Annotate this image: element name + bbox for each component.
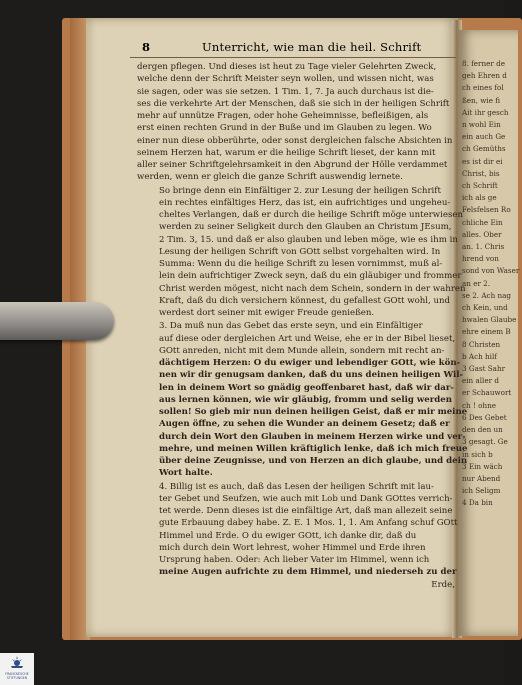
- text-line: mich durch dein Wort lehrest, woher Himmel und Erde ihren: [159, 542, 426, 553]
- facing-page-line: ch Gemüths: [462, 144, 506, 154]
- facing-page-line: 3 Gast Sahr: [462, 364, 506, 374]
- text-line: einer nun diese obberührte, oder sonst dergleichen falsche Absichten in: [137, 135, 453, 146]
- library-logo: [0, 653, 34, 685]
- text-line: 2 Tim. 3, 15. und daß er also glauben und leben möge, wie es ihm in: [159, 234, 458, 245]
- text-line: lein dein aufrichtiger Zweck seyn, daß du ein gläubiger und frommer: [159, 271, 462, 282]
- facing-page-line: ch eines fol: [462, 83, 504, 93]
- facing-page-text: [462, 58, 520, 510]
- text-line: ein rechtes einfältiges Herz, das ist, ein aufrichtiges und ungeheu-: [159, 197, 451, 208]
- text-line: seinem Herzen hat, warum er die heilige Schrift lieset, der kann mit: [137, 147, 436, 158]
- facing-page-line: geh Ehren d: [462, 71, 507, 81]
- facing-page-line: er Schauwort: [462, 388, 512, 398]
- paragraph-3: [137, 320, 468, 479]
- facing-page-line: se 2. Ach nag: [462, 290, 512, 300]
- paragraph-4: [137, 481, 458, 591]
- text-line: Himmel und Erde. O du ewiger GOtt, ich danke dir, daß du: [159, 530, 417, 541]
- text-line: durch dein Wort den Glauben in meinem Herzen wirke und ver-: [159, 431, 466, 442]
- metal-clasp: [0, 302, 114, 340]
- facing-page-line: den den un: [462, 425, 503, 435]
- facing-page-line: Ait ihr gesch: [462, 107, 509, 117]
- text-line: So bringe denn ein Einfältiger 2. zur Lesung der heiligen Schrift: [159, 185, 441, 196]
- text-line: dergen pflegen. Und dieses ist heut zu Tage vieler Gelehrten Zweck,: [137, 62, 437, 72]
- text-line: auf diese oder dergleichen Art und Weise, ehe er in der Bibel lieset,: [159, 333, 456, 344]
- text-line: len in deinem Wort so gnädig geoffenbaret hast, daß wir dar-: [159, 382, 454, 393]
- text-line: werdest dort seiner mit ewiger Freude genießen.: [159, 308, 375, 318]
- facing-page-line: ich Seligm: [462, 486, 501, 496]
- facing-page-line: ich als ge: [462, 193, 497, 203]
- facing-page-line: an er 2.: [462, 278, 491, 288]
- text-line: Erde,: [431, 579, 455, 590]
- facing-page-line: hrend von: [462, 254, 499, 264]
- text-line: Summa: Wenn du die heilige Schrift zu lesen vornimmst, muß al-: [159, 259, 443, 269]
- facing-page-line: in sich b: [462, 449, 493, 459]
- facing-page-line: 6 Des Gebet: [462, 412, 507, 422]
- text-line: 3. Da muß nun das Gebet das erste seyn, und ein Einfältiger: [159, 321, 423, 332]
- text-line: ter Gebet und Seufzen, wie auch mit Lob und Dank GOttes verrich-: [159, 493, 453, 504]
- facing-page-line: ein aller d: [462, 376, 499, 386]
- facing-page-line: 3 Ein wäch: [462, 461, 503, 471]
- facing-page-line: ch ! ohne: [462, 400, 496, 410]
- facing-page-line: ein auch Ge: [462, 132, 506, 142]
- facing-page-line: sond von Waser: [462, 266, 520, 276]
- text-line: Lesung der heiligen Schrift von GOtt selbst vorgehalten wird. In: [159, 246, 441, 257]
- text-line: mehre, und meinen Willen kräftiglich lenke, daß ich mich freue: [159, 443, 468, 454]
- text-line: erst einen rechten Grund in der Buße und im Glauben zu legen. Wo: [137, 123, 432, 134]
- text-line: Wort halte.: [159, 468, 213, 479]
- text-line: gute Erbauung dabey habe. Z. E. 1 Mos. 1, 1. Am Anfang schuf GOtt: [159, 518, 458, 529]
- paragraph-1: [137, 61, 455, 184]
- sun-emblem-icon: [10, 655, 24, 669]
- page-number: 8: [142, 40, 151, 54]
- facing-page-line: 8. ferner de: [462, 59, 505, 68]
- facing-page-line: Christ, bis: [462, 168, 500, 178]
- page-body: [137, 61, 468, 591]
- facing-page-line: ch Kein, und: [462, 303, 508, 313]
- facing-page-line: ehre einem B: [462, 327, 511, 337]
- text-line: cheltes Verlangen, daß er durch die heilige Schrift möge unterwiesen: [159, 210, 463, 220]
- text-line: Christ werden mögest, nicht nach dem Schein, sondern in der wahren: [159, 283, 466, 294]
- text-line: Augen öffne, zu sehen die Wunder an deinem Gesetz; daß er: [159, 419, 450, 430]
- text-line: tet werde. Denn dieses ist die einfältige Art, daß man allezeit seine: [159, 506, 453, 516]
- facing-page-line: 3 gesagt. Ge: [462, 437, 508, 447]
- facing-page-line: 4 Da bin: [462, 498, 493, 508]
- facing-page-line: ßen, wie fi: [462, 95, 501, 105]
- facing-page-line: chliche Ein: [462, 217, 503, 227]
- text-line: nen wir dir genugsam danken, daß du uns deinen heiligen Wil-: [159, 370, 464, 381]
- text-line: ses die verkehrte Art der Menschen, daß sie sich in der heiligen Schrift: [137, 98, 450, 109]
- text-line: welche denn der Schrift Meister seyn wollen, und wissen nicht, was: [137, 74, 434, 85]
- text-line: werden, wenn er gleich die ganze Schrift auswendig lernete.: [137, 172, 403, 183]
- text-line: Kraft, daß du dich versichern könnest, du gefallest GOtt wohl, und: [159, 295, 451, 306]
- text-line: mehr auf unnütze Fragen, oder hohe Geheimnisse, befleißigen, als: [137, 111, 429, 121]
- text-line: sollen! So gieb mir nun deinen heiligen Geist, daß er mir meine: [159, 407, 468, 417]
- facing-page-line: hwalen Glaube: [462, 315, 517, 325]
- text-line: Ursprung haben. Oder: Ach lieber Vater im Himmel, wenn ich: [159, 555, 430, 565]
- facing-page-line: b Ach hilf: [462, 351, 497, 361]
- facing-page-line: ch Schrift: [462, 181, 498, 191]
- facing-page-line: alles. Ober: [462, 229, 502, 239]
- header-rule: [130, 57, 456, 58]
- text-line: 4. Billig ist es auch, daß das Lesen der heiligen Schrift mit lau-: [159, 481, 434, 492]
- facing-page-line: an. 1. Chris: [462, 242, 505, 252]
- library-logo-text: FRANCKESCHE STIFTUNGEN: [5, 672, 29, 680]
- text-line: aus lernen können, wie wir gläubig, fromm und selig werden: [159, 394, 452, 405]
- text-line: werden zu seiner Seligkeit durch den Glauben an Christum JEsum,: [159, 222, 452, 233]
- paragraph-2: [137, 185, 466, 320]
- facing-page-line: nur Abend: [462, 473, 501, 483]
- text-line: über deine Zeugnisse, und von Herzen an dich glaube, und dein: [159, 456, 468, 466]
- running-head: Unterricht, wie man die heil. Schrift: [202, 40, 422, 54]
- text-line: GOtt anreden, nicht mit dem Munde allein, sondern mit recht an-: [159, 345, 445, 356]
- facing-page-line: 8 Christen: [462, 339, 501, 349]
- text-line: aller seiner Schriftgelehrsamkeit in den Abgrund der Hölle verdammet: [137, 160, 448, 170]
- page-header: [142, 40, 452, 58]
- facing-page-line: Felsfelsen Ro: [462, 205, 511, 215]
- facing-page-line: es ist dir ei: [462, 156, 503, 166]
- text-line: dächtigem Herzen: O du ewiger und lebendiger GOtt, wie kön-: [159, 358, 461, 368]
- text-line: sie sagen, oder was sie setzen. 1 Tim. 1, 7. Ja auch durchaus ist die-: [137, 86, 434, 97]
- facing-page-line: n wohl Ein: [462, 120, 501, 130]
- text-line: meine Augen aufrichte zu dem Himmel, und niederseh zu der: [159, 567, 457, 578]
